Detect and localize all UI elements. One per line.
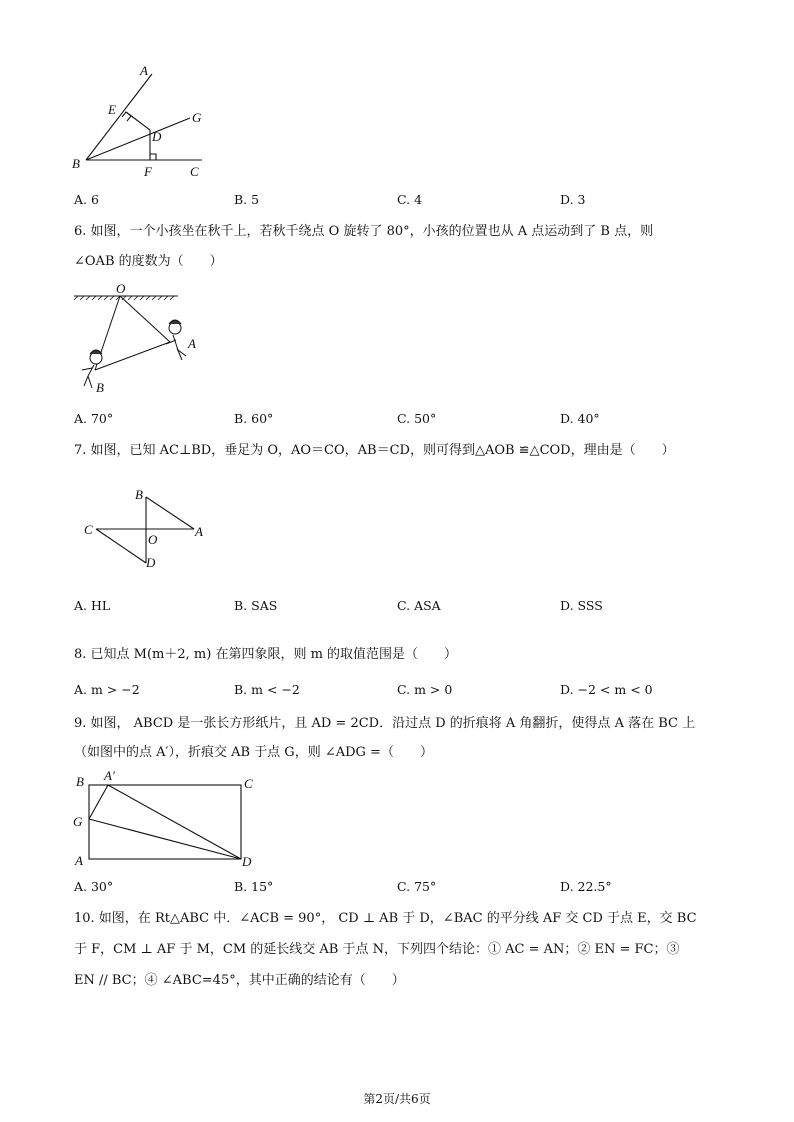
q10-stem-line1: 10. 如图，在 Rt△ABC 中．∠ACB = 90°， CD ⊥ AB 于 D，∠BAC 的平分线 AF 交 CD 于点 E，交 BC [74,911,697,926]
q8-option-a: A. m > −2 [74,682,140,697]
q9-stem-line2: （如图中的点 A′），折痕交 AB 于点 G，则 ∠ADG =（ ） [74,745,433,760]
q6-option-a: A. 70° [74,411,114,426]
q9-option-a: A. 30° [74,879,114,894]
q7-option-b: B. SAS [234,598,278,613]
q7-label-b: B [135,487,143,502]
q7-label-d: D [146,555,156,570]
q9-label-g: G [73,814,83,829]
q5-option-a: A. 6 [74,192,99,207]
q9-option-d: D. 22.5° [560,879,612,894]
q5-label-b: B [72,156,80,171]
page-number: 第2页/共6页 [363,1092,431,1106]
q5-label-e: E [108,102,116,117]
q9-option-b: B. 15° [234,879,274,894]
q10-stem-line3: EN // BC；④ ∠ABC=45°，其中正确的结论有（ ） [74,973,405,988]
q10-stem-line2: 于 F，CM ⊥ AF 于 M，CM 的延长线交 AB 于点 N，下列四个结论：① AC = AN；② EN = FC；③ [74,942,680,957]
q7-stem-line1: 7. 如图，已知 AC⊥BD，垂足为 O，AO＝CO，AB＝CD，则可得到△AOB ≌△COD，理由是（ ） [74,443,675,458]
q5-option-c: C. 4 [397,192,423,207]
q9-label-d: D [242,854,252,869]
q8-option-c: C. m > 0 [397,682,453,697]
q5-figure [60,60,220,185]
q5-option-d: D. 3 [560,192,586,207]
q7-option-c: C. ASA [397,598,441,613]
q5-label-a: A [140,63,148,78]
q6-stem-line1: 6. 如图，一个小孩坐在秋千上，若秋千绕点 O 旋转了 80°，小孩的位置也从 A 点运动到了 B 点，则 [74,224,654,239]
q5-label-f: F [144,164,152,179]
q9-label-a: A [75,853,83,868]
q9-stem-line1: 9. 如图， ABCD 是一张长方形纸片，且 AD = 2CD．沿过点 D 的折痕将 A 角翻折，使得点 A 落在 BC 上 [74,716,696,731]
q7-option-d: D. SSS [560,598,603,613]
q9-rectangle-figure [70,766,270,876]
q9-option-c: C. 75° [397,879,437,894]
q7-label-c: C [84,522,93,537]
q7-label-o: O [148,532,158,547]
q6-option-b: B. 60° [234,411,274,426]
q6-option-d: D. 40° [560,411,600,426]
q9-label-b: B [76,774,84,789]
q6-stem-line2: ∠OAB 的度数为（ ） [74,254,223,269]
q6-swing-figure [70,280,220,400]
q9-label-a-prime: A′ [104,768,115,783]
q9-label-c: C [244,776,253,791]
q5-label-c: C [190,164,199,179]
q6-option-c: C. 50° [397,411,437,426]
q8-option-d: D. −2 < m < 0 [560,682,653,697]
q5-option-b: B. 5 [234,192,260,207]
q5-label-g: G [192,110,202,125]
q7-figure [78,485,218,575]
q6-label-o: O [116,281,126,296]
q6-label-a: A [188,336,196,351]
q5-label-d: D [152,129,162,144]
q8-option-b: B. m < −2 [234,682,300,697]
q7-label-a: A [195,524,203,539]
q7-option-a: A. HL [74,598,111,613]
q8-stem-line1: 8. 已知点 M(m＋2, m) 在第四象限，则 m 的取值范围是（ ） [74,647,458,662]
q6-label-b: B [96,380,104,395]
